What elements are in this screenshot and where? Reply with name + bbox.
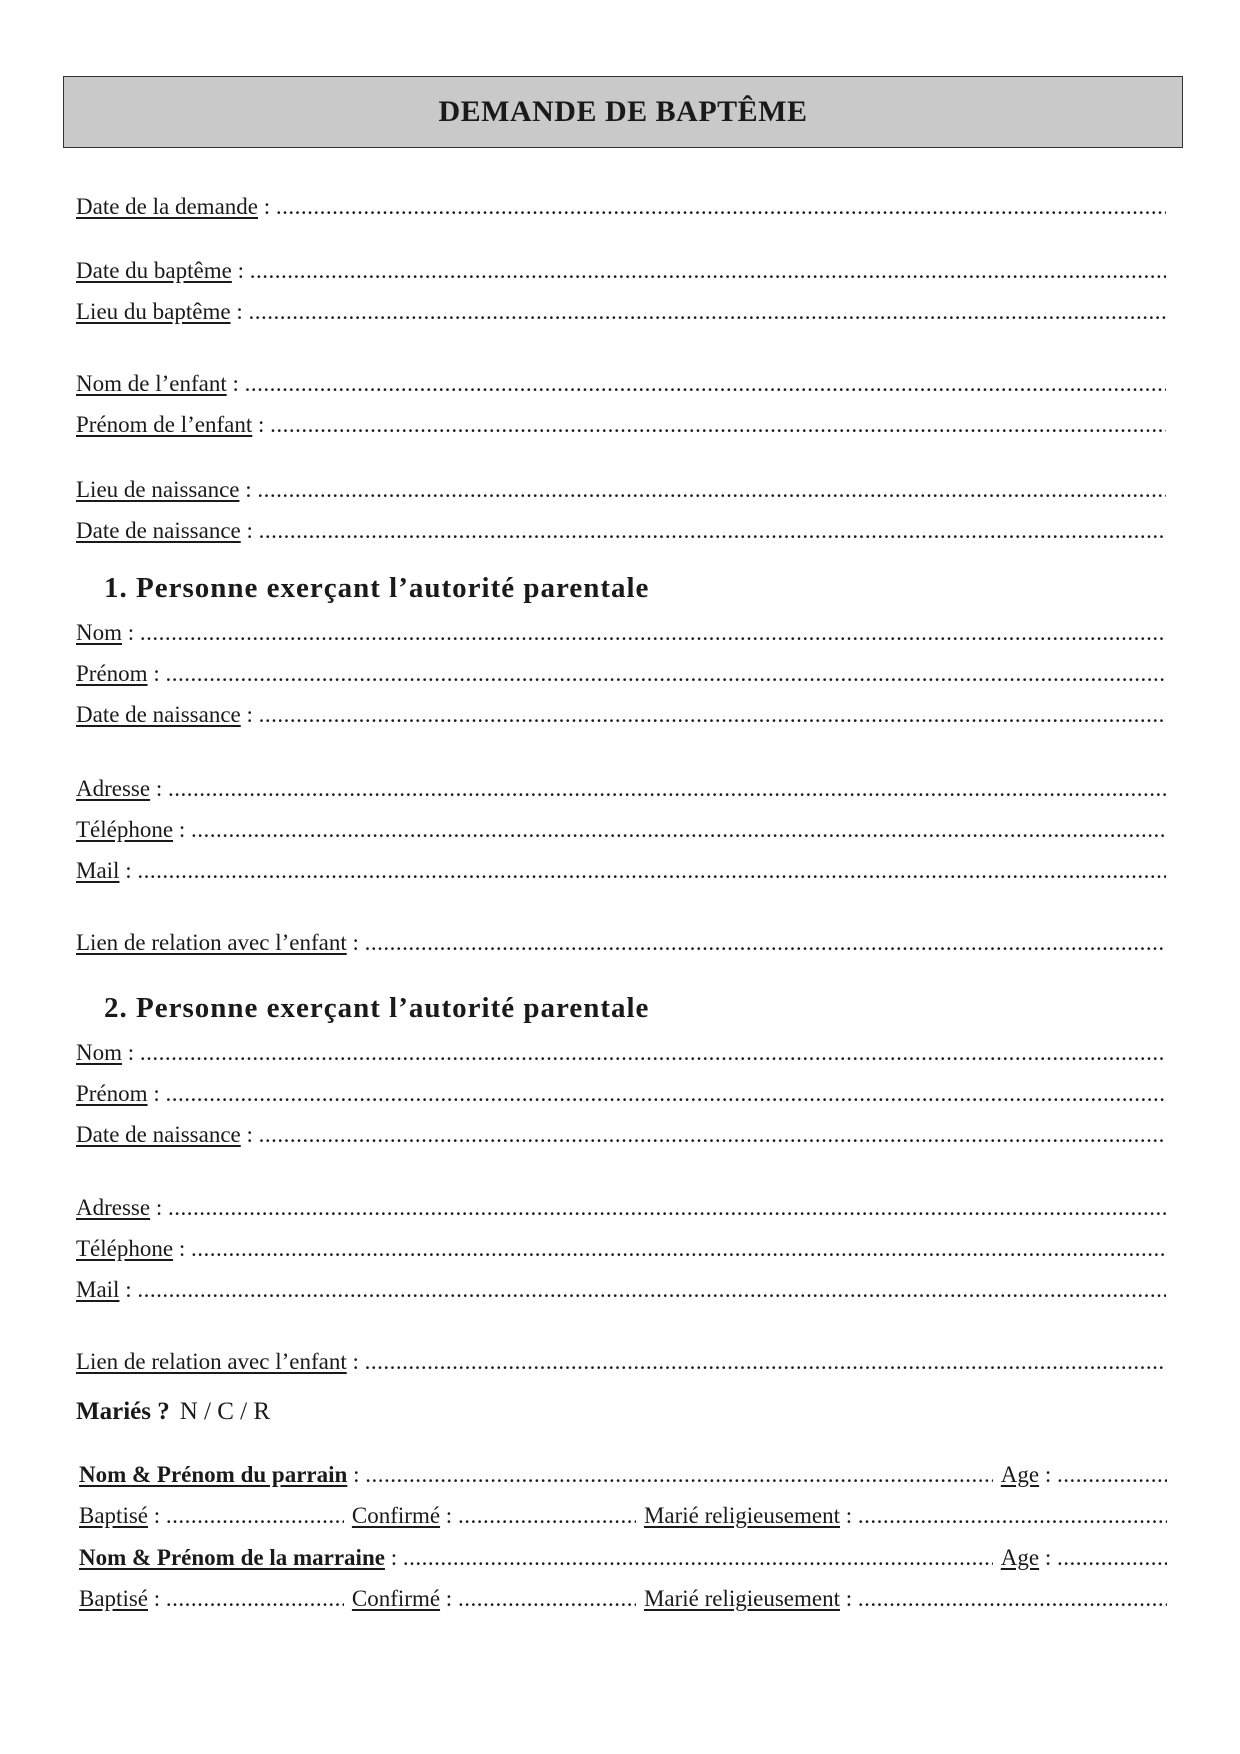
field-parent2-prenom[interactable]: Prénom : ..... (76, 1079, 1166, 1109)
dotted-fill-line (140, 1038, 1166, 1068)
field-label: Prénom de l’enfant (76, 412, 253, 437)
field-label: Adresse (76, 1195, 151, 1220)
field-label: Nom & Prénom de la marraine (79, 1545, 385, 1570)
field-nom-enfant[interactable]: Nom de l’enfant : ..... (76, 369, 1166, 399)
field-label: Téléphone (76, 1236, 174, 1261)
field-label: Date de la demande (76, 194, 258, 219)
field-marraine-sacrements[interactable]: Baptisé : ..... Confirmé : ..... Marié religieusement : ..... (79, 1584, 1167, 1614)
dotted-fill-line (365, 928, 1166, 958)
field-date-bapteme[interactable]: Date du baptême : ..... (76, 256, 1166, 286)
field-parent2-date-naissance[interactable]: Date de naissance : ..... (76, 1120, 1166, 1150)
field-parrain-nom-prenom[interactable]: Nom & Prénom du parrain : ..... Age : ..... (79, 1460, 1167, 1490)
dotted-fill-line (168, 1193, 1166, 1223)
field-label-confirme: Confirmé (351, 1586, 441, 1611)
dotted-fill-line (137, 856, 1166, 886)
dotted-fill-line (1057, 1460, 1167, 1490)
form-title: DEMANDE DE BAPTÊME (438, 95, 808, 128)
field-parent2-adresse[interactable]: Adresse : ..... (76, 1193, 1166, 1223)
field-label: Lien de relation avec l’enfant (76, 1349, 347, 1374)
field-label-marie: Marié religieusement (643, 1503, 840, 1528)
field-parent2-lien[interactable]: Lien de relation avec l’enfant : ..... (76, 1347, 1166, 1377)
field-label-confirme: Confirmé (351, 1503, 441, 1528)
dotted-fill-line (259, 1120, 1166, 1150)
field-label-marie: Marié religieusement (643, 1586, 840, 1611)
field-label-baptise: Baptisé (79, 1503, 148, 1528)
field-parent2-nom[interactable]: Nom : ..... (76, 1038, 1166, 1068)
field-date-demande[interactable]: Date de la demande : ..... (76, 192, 1166, 222)
dotted-fill-line (168, 774, 1166, 804)
dotted-fill-line (191, 1234, 1166, 1264)
dotted-fill-line (259, 516, 1166, 546)
field-label: Date de naissance (76, 518, 241, 543)
field-label: Adresse (76, 776, 151, 801)
field-label-age: Age (1000, 1462, 1040, 1487)
dotted-fill-line (276, 192, 1166, 222)
married-status[interactable] (76, 1396, 270, 1428)
field-label: Téléphone (76, 817, 174, 842)
field-date-naissance[interactable]: Date de naissance : ..... (76, 516, 1166, 546)
married-question: Mariés ? (76, 1398, 170, 1425)
dotted-fill-line (137, 1275, 1166, 1305)
dotted-fill-line (191, 815, 1166, 845)
married-options[interactable]: N / C / R (179, 1398, 271, 1425)
dotted-fill-line (259, 700, 1166, 730)
field-parent1-nom[interactable]: Nom : ..... (76, 618, 1166, 648)
field-label: Lieu du baptême (76, 299, 231, 324)
field-label: Prénom (76, 661, 148, 686)
section-heading-parent-2: 2. Personne exerçant l’autorité parentale (104, 992, 650, 1024)
field-prenom-enfant[interactable]: Prénom de l’enfant : ..... (76, 410, 1166, 440)
field-label: Date de naissance (76, 702, 241, 727)
field-parent1-date-naissance[interactable]: Date de naissance : ..... (76, 700, 1166, 730)
field-marraine-nom-prenom[interactable]: Nom & Prénom de la marraine : ..... Age : ..... (79, 1543, 1167, 1573)
dotted-fill-line (858, 1584, 1167, 1614)
dotted-fill-line (250, 256, 1166, 286)
dotted-fill-line (245, 369, 1166, 399)
field-parrain-sacrements[interactable]: Baptisé : ..... Confirmé : ..... Marié religieusement : ..... (79, 1501, 1167, 1531)
field-parent1-mail[interactable]: Mail : ..... (76, 856, 1166, 886)
field-lieu-naissance[interactable]: Lieu de naissance : ..... (76, 475, 1166, 505)
field-parent2-mail[interactable]: Mail : ..... (76, 1275, 1166, 1305)
field-label: Mail (76, 1277, 120, 1302)
dotted-fill-line (403, 1543, 993, 1573)
dotted-fill-line (365, 1460, 993, 1490)
section-heading-parent-1: 1. Personne exerçant l’autorité parentale (104, 572, 650, 604)
field-label: Prénom (76, 1081, 148, 1106)
field-label-baptise: Baptisé (79, 1586, 148, 1611)
field-parent2-telephone[interactable]: Téléphone : ..... (76, 1234, 1166, 1264)
dotted-fill-line (165, 659, 1166, 689)
field-label: Mail (76, 858, 120, 883)
form-title-box (63, 76, 1183, 148)
field-lieu-bapteme[interactable]: Lieu du baptême : ..... (76, 297, 1166, 327)
field-label: Lieu de naissance (76, 477, 240, 502)
dotted-fill-line (140, 618, 1166, 648)
dotted-fill-line (858, 1501, 1167, 1531)
field-parent1-lien[interactable]: Lien de relation avec l’enfant : ..... (76, 928, 1166, 958)
field-label: Nom (76, 1040, 122, 1065)
dotted-fill-line (458, 1501, 636, 1531)
field-parent1-telephone[interactable]: Téléphone : ..... (76, 815, 1166, 845)
dotted-fill-line (165, 1079, 1166, 1109)
field-label: Date de naissance (76, 1122, 241, 1147)
field-parent1-prenom[interactable]: Prénom : ..... (76, 659, 1166, 689)
dotted-fill-line (365, 1347, 1166, 1377)
dotted-fill-line (248, 297, 1166, 327)
field-label: Lien de relation avec l’enfant (76, 930, 347, 955)
field-label-age: Age (1000, 1545, 1040, 1570)
dotted-fill-line (166, 1584, 344, 1614)
field-label: Nom de l’enfant (76, 371, 227, 396)
field-parent1-adresse[interactable]: Adresse : ..... (76, 774, 1166, 804)
dotted-fill-line (1057, 1543, 1167, 1573)
dotted-fill-line (270, 410, 1166, 440)
field-label: Date du baptême (76, 258, 232, 283)
field-label: Nom (76, 620, 122, 645)
field-label: Nom & Prénom du parrain (79, 1462, 348, 1487)
dotted-fill-line (257, 475, 1166, 505)
dotted-fill-line (166, 1501, 344, 1531)
dotted-fill-line (458, 1584, 636, 1614)
